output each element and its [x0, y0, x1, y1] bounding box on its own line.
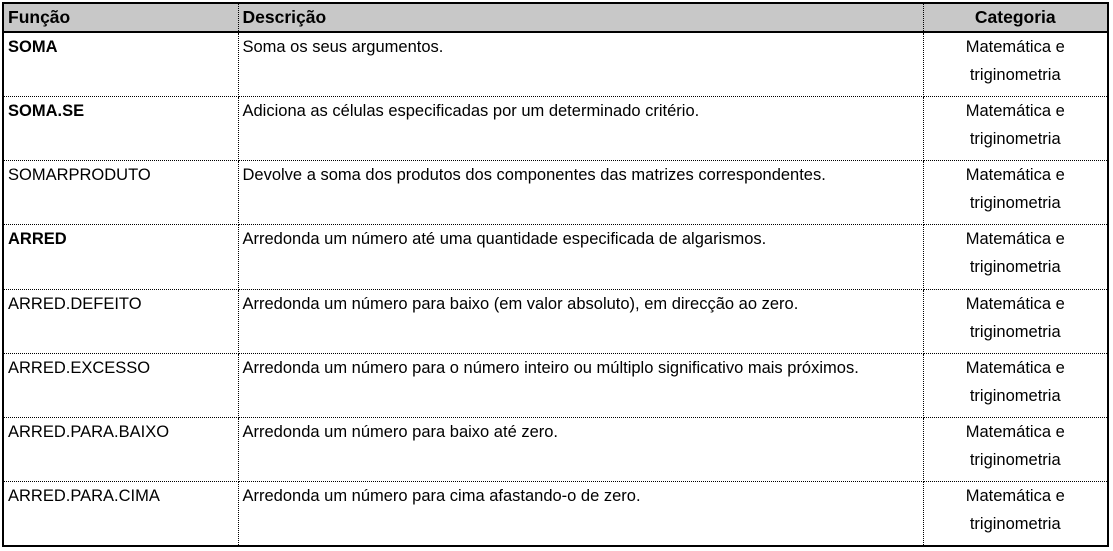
category-cell [923, 289, 1107, 353]
category-line-1: Matemática e [965, 422, 1065, 441]
category-cell [923, 32, 1107, 97]
category-cell [923, 97, 1107, 161]
category-line-1: Matemática e [965, 294, 1065, 313]
function-name-cell: SOMARPRODUTO [4, 161, 238, 225]
category-line-1: Matemática e [965, 38, 1065, 56]
function-name-cell: ARRED [4, 225, 238, 289]
category-line-2: triginometria [969, 514, 1061, 533]
function-name-cell: ARRED.PARA.BAIXO [4, 417, 238, 481]
category-line-1: Matemática e [965, 358, 1065, 377]
function-table-container [2, 2, 1109, 547]
category-line-2: triginometria [969, 322, 1061, 341]
function-name-cell: ARRED.PARA.CIMA [4, 481, 238, 545]
table-row [4, 97, 1107, 161]
description-cell: Soma os seus argumentos. [238, 32, 923, 97]
table-row [4, 353, 1107, 417]
description-cell: Arredonda um número até uma quantidade especificada de algarismos. [238, 225, 923, 289]
table-row [4, 417, 1107, 481]
category-line-2: triginometria [969, 194, 1061, 213]
category-cell [923, 417, 1107, 481]
description-cell: Arredonda um número para o número inteiro ou múltiplo significativo mais próximos. [238, 353, 923, 417]
header-category: Categoria [923, 4, 1107, 32]
table-row [4, 481, 1107, 545]
category-line-1: Matemática e [965, 166, 1065, 185]
category-cell [923, 161, 1107, 225]
description-cell: Adiciona as células especificadas por um determinado critério. [238, 97, 923, 161]
category-line-2: triginometria [969, 130, 1061, 149]
table-row [4, 225, 1107, 289]
table-row [4, 289, 1107, 353]
category-line-1: Matemática e [965, 230, 1065, 249]
category-line-2: triginometria [969, 386, 1061, 405]
function-name-cell: ARRED.DEFEITO [4, 289, 238, 353]
category-cell [923, 481, 1107, 545]
category-line-1: Matemática e [965, 486, 1065, 505]
function-table [4, 4, 1107, 545]
table-row [4, 32, 1107, 97]
header-function: Função [4, 4, 238, 32]
category-line-1: Matemática e [965, 102, 1065, 121]
category-line-2: triginometria [969, 450, 1061, 469]
table-row [4, 161, 1107, 225]
category-line-2: triginometria [969, 66, 1061, 84]
description-cell: Devolve a soma dos produtos dos componentes das matrizes correspondentes. [238, 161, 923, 225]
description-cell: Arredonda um número para baixo (em valor absoluto), em direcção ao zero. [238, 289, 923, 353]
category-cell [923, 353, 1107, 417]
header-row [4, 4, 1107, 32]
header-description: Descrição [238, 4, 923, 32]
function-name-cell: ARRED.EXCESSO [4, 353, 238, 417]
category-cell [923, 225, 1107, 289]
category-line-2: triginometria [969, 258, 1061, 277]
function-name-cell: SOMA [4, 32, 238, 97]
description-cell: Arredonda um número para cima afastando-o de zero. [238, 481, 923, 545]
description-cell: Arredonda um número para baixo até zero. [238, 417, 923, 481]
function-name-cell: SOMA.SE [4, 97, 238, 161]
